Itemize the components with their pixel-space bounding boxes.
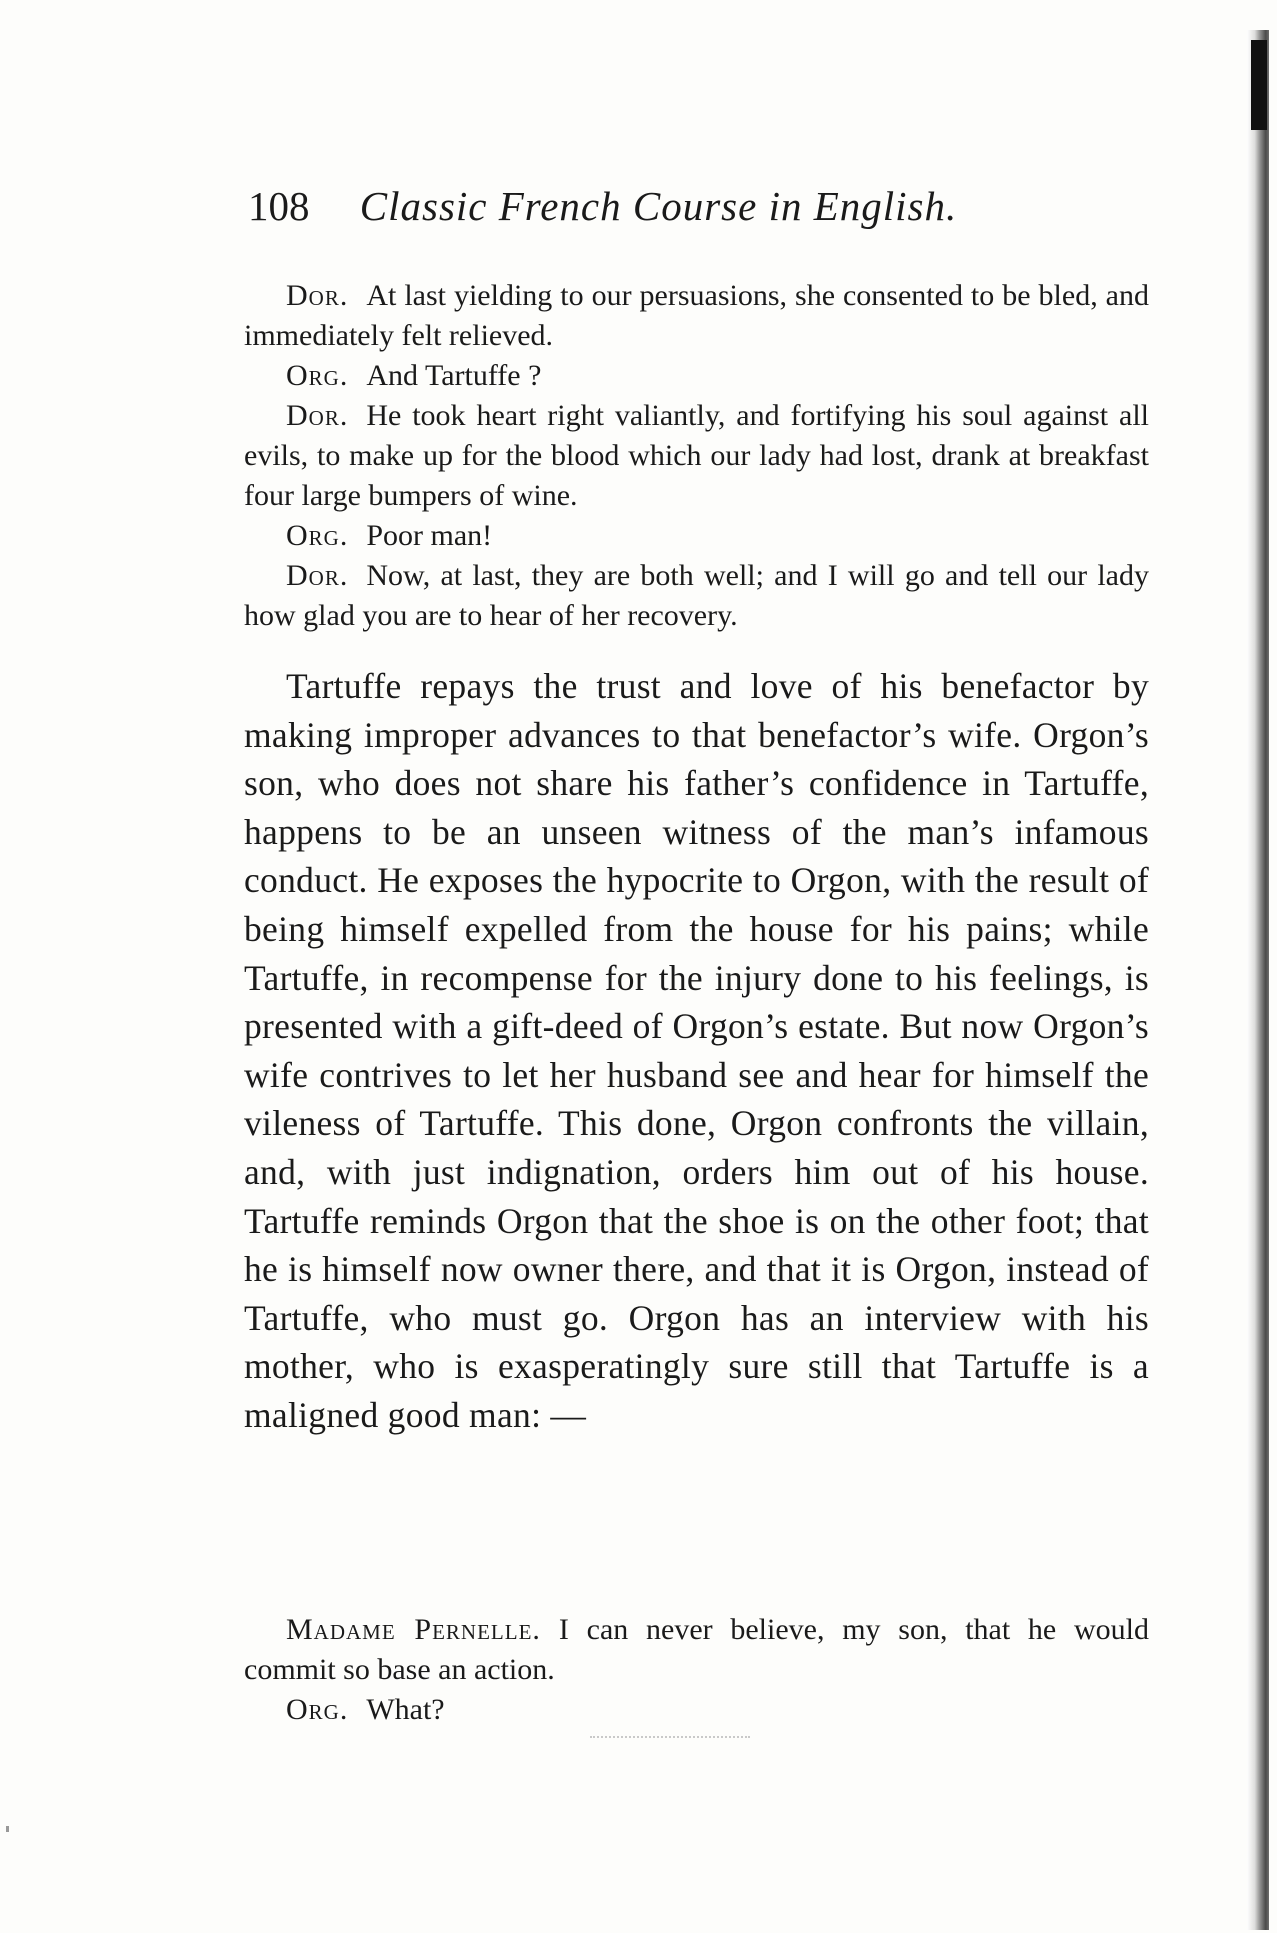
speaker-name: Madame Pernelle. — [286, 1613, 541, 1646]
dialogue-text: He took heart right valiantly, and fortifying his soul against all evils, to make up for the blood which our lady had lost, drank at breakfast four large bumpers of wine. — [244, 399, 1149, 512]
dialogue-line — [244, 1690, 1149, 1730]
scan-speck — [6, 1826, 9, 1832]
speaker-name: Dor. — [286, 279, 349, 312]
speaker-name: Dor. — [286, 399, 349, 432]
dialogue-text: Poor man! — [366, 519, 493, 552]
dialogue-text: At last yielding to our persuasions, she consented to be bled, and immediately felt relieved. — [244, 279, 1149, 352]
dialogue-text: And Tartuffe ? — [366, 359, 542, 392]
dialogue-line — [244, 1610, 1149, 1690]
dialogue-line — [244, 556, 1149, 636]
binding-edge-shadow — [1251, 40, 1267, 130]
narrative-text: Tartuffe repays the trust and love of his benefactor by making improper advances to that benefactor’s wife. Orgon’s son, who does not share his father’s confidence in Tartuffe, happens to be an unseen witness of the man’s infamous conduct. He exposes the hypocrite to Orgon, with the result of being himself expelled from the house for his pains; while Tartuffe, in recompense for the injury done to his feelings, is presented with a gift-deed of Orgon’s estate. But now Orgon’s wife contrives to let her husband see and hear for himself the vileness of Tartuffe. This done, Orgon confronts the villain, and, with just indignation, orders him out of his house. Tartuffe reminds Orgon that the shoe is on the other foot; that he is himself now owner there, and that it is Orgon, instead of Tartuffe, who must go. Orgon has an interview with his mother, who is exasperatingly sure still that Tartuffe is a maligned good man: — — [244, 666, 1149, 1435]
speaker-name: Dor. — [286, 559, 349, 592]
dialogue-line — [244, 356, 1149, 396]
narrative-paragraph — [244, 662, 1149, 1440]
dialogue-text: Now, at last, they are both well; and I will go and tell our lady how glad you are to hear of her recovery. — [244, 559, 1149, 632]
dialogue-text: I can never believe, my son, that he would commit so base an action. — [244, 1613, 1149, 1686]
dialogue-block-bottom — [244, 1610, 1149, 1730]
dialogue-line — [244, 396, 1149, 516]
scan-artifact — [590, 1736, 750, 1740]
dialogue-text: What? — [366, 1693, 445, 1726]
dialogue-block-top — [244, 276, 1149, 636]
page-header — [248, 182, 1088, 230]
dialogue-line — [244, 276, 1149, 356]
speaker-name: Org. — [286, 359, 349, 392]
speaker-name: Org. — [286, 1693, 349, 1726]
speaker-name: Org. — [286, 519, 349, 552]
binding-edge — [1247, 30, 1269, 1930]
page-number: 108 — [248, 183, 310, 229]
running-title: Classic French Course in English. — [359, 183, 958, 229]
dialogue-line — [244, 516, 1149, 556]
